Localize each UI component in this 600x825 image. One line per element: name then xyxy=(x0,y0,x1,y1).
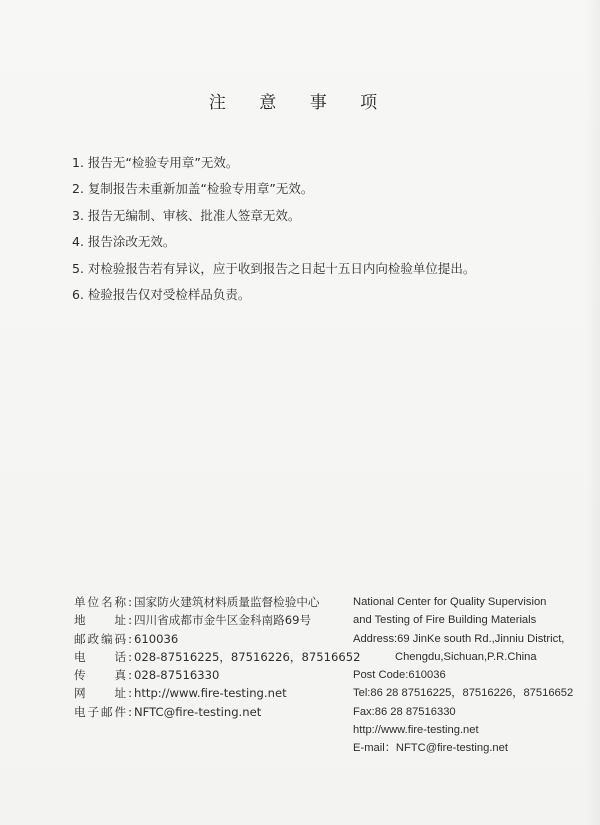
notice-item: 3. 报告无编制、审核、批准人签章无效。 xyxy=(72,207,301,223)
address-line2: Chengdu,Sichuan,P.R.China xyxy=(395,650,537,663)
website-row xyxy=(74,684,361,702)
phone-label: 电 话: xyxy=(74,649,132,664)
website-en-link[interactable]: http://www.fire-testing.net xyxy=(353,724,479,737)
page-edge-shadow xyxy=(586,0,600,825)
notice-item: 4. 报告涂改无效。 xyxy=(72,234,176,250)
contact-info-chinese xyxy=(74,593,361,721)
address-line1: Address:69 JinKe south Rd.,Jinniu District, xyxy=(353,632,565,645)
fax-en: Fax:86 28 87516330 xyxy=(353,705,456,718)
fax-row xyxy=(74,666,361,684)
website-label: 网 址: xyxy=(74,686,132,701)
notice-item: 2. 复制报告未重新加盖“检验专用章”无效。 xyxy=(72,181,314,197)
unit-row xyxy=(74,593,361,611)
fax-label: 传 真: xyxy=(74,668,132,683)
tel-en: Tel:86 28 87516225，87516226，87516652 xyxy=(353,687,574,700)
postcode-value: 610036 xyxy=(134,631,179,646)
website-link[interactable]: http://www.fire-testing.net xyxy=(134,686,287,701)
fax-value: 028-87516330 xyxy=(134,668,220,683)
contact-info-english xyxy=(353,593,573,758)
notice-list xyxy=(72,150,475,308)
unit-label: 单位名称: xyxy=(74,595,132,609)
phone-row xyxy=(74,648,361,666)
address-value: 四川省成都市金牛区金科南路69号 xyxy=(134,613,312,628)
notice-item: 5. 对检验报告若有异议，应于收到报告之日起十五日内向检验单位提出。 xyxy=(72,260,476,276)
address-row xyxy=(74,611,361,629)
email-link[interactable]: NFTC@fire-testing.net xyxy=(134,704,262,719)
page-title: 注 意 事 项 xyxy=(208,93,392,113)
postcode-en: Post Code:610036 xyxy=(353,669,446,682)
address-label: 地 址: xyxy=(74,613,132,628)
notice-item: 6. 检验报告仅对受检样品负责。 xyxy=(72,286,251,302)
email-label: 电子邮件: xyxy=(74,704,132,719)
email-en-link[interactable]: E-mail：NFTC@fire-testing.net xyxy=(353,742,508,755)
postcode-label: 邮政编码: xyxy=(74,631,132,646)
email-row xyxy=(74,703,361,721)
center-name-line1: National Center for Quality Supervision xyxy=(353,596,547,608)
unit-value: 国家防火建筑材料质量监督检验中心 xyxy=(134,595,320,609)
postcode-row xyxy=(74,630,361,648)
notice-item: 1. 报告无“检验专用章”无效。 xyxy=(72,155,239,170)
phone-value: 028-87516225，87516226，87516652 xyxy=(134,649,361,664)
center-name-line2: and Testing of Fire Building Materials xyxy=(353,614,537,627)
